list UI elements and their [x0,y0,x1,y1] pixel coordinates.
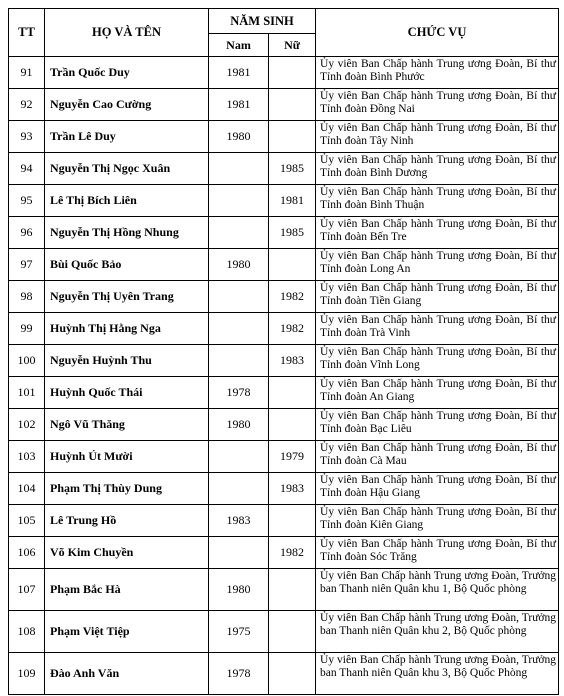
birth-year-male [209,473,269,505]
member-position: Ủy viên Ban Chấp hành Trung ương Đoàn, Bí thư Tỉnh đoàn Hậu Giang [316,473,559,505]
birth-year-female: 1982 [269,537,316,569]
member-name: Phạm Việt Tiệp [45,611,209,653]
birth-year-male: 1980 [209,121,269,153]
table-row [9,153,559,185]
member-position: Ủy viên Ban Chấp hành Trung ương Đoàn, Bí thư Tỉnh đoàn Đồng Nai [316,89,559,121]
birth-year-female [269,569,316,611]
row-number: 97 [9,249,45,281]
member-position: Ủy viên Ban Chấp hành Trung ương Đoàn, Bí thư Tỉnh đoàn Sóc Trăng [316,537,559,569]
header-male: Nam [209,34,269,57]
member-name: Nguyễn Thị Hồng Nhung [45,217,209,249]
member-position: Ủy viên Ban Chấp hành Trung ương Đoàn, Trưởng ban Thanh niên Quân khu 1, Bộ Quốc phòng [316,569,559,611]
birth-year-female [269,505,316,537]
birth-year-male [209,281,269,313]
member-name: Nguyễn Thị Uyên Trang [45,281,209,313]
birth-year-female [269,89,316,121]
member-name: Đào Anh Văn [45,653,209,695]
birth-year-male: 1975 [209,611,269,653]
birth-year-female: 1979 [269,441,316,473]
member-position: Ủy viên Ban Chấp hành Trung ương Đoàn, Bí thư Tỉnh đoàn Kiên Giang [316,505,559,537]
birth-year-male [209,441,269,473]
member-position: Ủy viên Ban Chấp hành Trung ương Đoàn, Bí thư Tỉnh đoàn Vĩnh Long [316,345,559,377]
birth-year-male [209,313,269,345]
table-row [9,569,559,611]
member-position: Ủy viên Ban Chấp hành Trung ương Đoàn, Bí thư Tỉnh đoàn Bạc Liêu [316,409,559,441]
birth-year-female: 1982 [269,281,316,313]
member-name: Nguyễn Cao Cường [45,89,209,121]
row-number: 107 [9,569,45,611]
birth-year-female: 1983 [269,345,316,377]
member-name: Ngô Vũ Thăng [45,409,209,441]
table-row [9,473,559,505]
birth-year-male: 1980 [209,409,269,441]
members-table [8,8,559,695]
row-number: 104 [9,473,45,505]
member-position: Ủy viên Ban Chấp hành Trung ương Đoàn, Trưởng ban Thanh niên Quân khu 2, Bộ Quốc phòng [316,611,559,653]
header-position: CHỨC VỤ [316,9,559,57]
row-number: 93 [9,121,45,153]
table-body [9,57,559,695]
member-name: Trần Quốc Duy [45,57,209,89]
birth-year-female: 1982 [269,313,316,345]
member-position: Ủy viên Ban Chấp hành Trung ương Đoàn, Bí thư Tỉnh đoàn Bình Thuận [316,185,559,217]
birth-year-male [209,185,269,217]
member-position: Ủy viên Ban Chấp hành Trung ương Đoàn, Trưởng ban Thanh niên Quân khu 3, Bộ Quốc Phòng [316,653,559,695]
birth-year-male: 1978 [209,377,269,409]
birth-year-female: 1983 [269,473,316,505]
row-number: 102 [9,409,45,441]
table-row [9,345,559,377]
member-position: Ủy viên Ban Chấp hành Trung ương Đoàn, Bí thư Tỉnh đoàn An Giang [316,377,559,409]
table-row [9,249,559,281]
table-header [9,9,559,57]
birth-year-female [269,611,316,653]
member-name: Huỳnh Út Mười [45,441,209,473]
member-position: Ủy viên Ban Chấp hành Trung ương Đoàn, Bí thư Tỉnh đoàn Bến Tre [316,217,559,249]
table-row [9,281,559,313]
member-position: Ủy viên Ban Chấp hành Trung ương Đoàn, Bí thư Tỉnh đoàn Bình Dương [316,153,559,185]
birth-year-male: 1981 [209,89,269,121]
row-number: 91 [9,57,45,89]
row-number: 99 [9,313,45,345]
birth-year-male [209,217,269,249]
table-row [9,441,559,473]
table-row [9,653,559,695]
header-name: HỌ VÀ TÊN [45,9,209,57]
row-number: 95 [9,185,45,217]
member-name: Bùi Quốc Bảo [45,249,209,281]
member-name: Nguyễn Huỳnh Thu [45,345,209,377]
birth-year-female [269,377,316,409]
row-number: 101 [9,377,45,409]
birth-year-female: 1981 [269,185,316,217]
row-number: 94 [9,153,45,185]
member-name: Võ Kim Chuyền [45,537,209,569]
table-row [9,57,559,89]
birth-year-female: 1985 [269,217,316,249]
birth-year-male [209,537,269,569]
table-row [9,537,559,569]
row-number: 103 [9,441,45,473]
birth-year-female: 1985 [269,153,316,185]
table-row [9,313,559,345]
header-female: Nữ [269,34,316,57]
member-position: Ủy viên Ban Chấp hành Trung ương Đoàn, Bí thư Tỉnh đoàn Tiền Giang [316,281,559,313]
birth-year-male: 1983 [209,505,269,537]
birth-year-male [209,153,269,185]
header-tt: TT [9,9,45,57]
member-position: Ủy viên Ban Chấp hành Trung ương Đoàn, Bí thư Tỉnh đoàn Cà Mau [316,441,559,473]
birth-year-female [269,249,316,281]
header-birth-year: NĂM SINH [209,9,316,34]
member-name: Huỳnh Quốc Thái [45,377,209,409]
birth-year-male: 1980 [209,249,269,281]
row-number: 105 [9,505,45,537]
member-position: Ủy viên Ban Chấp hành Trung ương Đoàn, Bí thư Tỉnh đoàn Long An [316,249,559,281]
row-number: 109 [9,653,45,695]
birth-year-male: 1980 [209,569,269,611]
member-position: Ủy viên Ban Chấp hành Trung ương Đoàn, Bí thư Tỉnh đoàn Bình Phước [316,57,559,89]
birth-year-male: 1981 [209,57,269,89]
table-row [9,409,559,441]
table-row [9,185,559,217]
member-name: Phạm Thị Thùy Dung [45,473,209,505]
row-number: 92 [9,89,45,121]
row-number: 98 [9,281,45,313]
member-position: Ủy viên Ban Chấp hành Trung ương Đoàn, Bí thư Tỉnh đoàn Tây Ninh [316,121,559,153]
member-name: Lê Trung Hồ [45,505,209,537]
row-number: 100 [9,345,45,377]
member-name: Huỳnh Thị Hằng Nga [45,313,209,345]
row-number: 108 [9,611,45,653]
table-row [9,89,559,121]
birth-year-female [269,57,316,89]
birth-year-male: 1978 [209,653,269,695]
member-name: Trần Lê Duy [45,121,209,153]
member-name: Phạm Bắc Hà [45,569,209,611]
birth-year-male [209,345,269,377]
birth-year-female [269,121,316,153]
member-position: Ủy viên Ban Chấp hành Trung ương Đoàn, Bí thư Tỉnh đoàn Trà Vinh [316,313,559,345]
table-row [9,611,559,653]
table-row [9,217,559,249]
table-row [9,505,559,537]
birth-year-female [269,409,316,441]
table-row [9,377,559,409]
member-name: Lê Thị Bích Liên [45,185,209,217]
row-number: 106 [9,537,45,569]
birth-year-female [269,653,316,695]
table-row [9,121,559,153]
member-name: Nguyễn Thị Ngọc Xuân [45,153,209,185]
row-number: 96 [9,217,45,249]
